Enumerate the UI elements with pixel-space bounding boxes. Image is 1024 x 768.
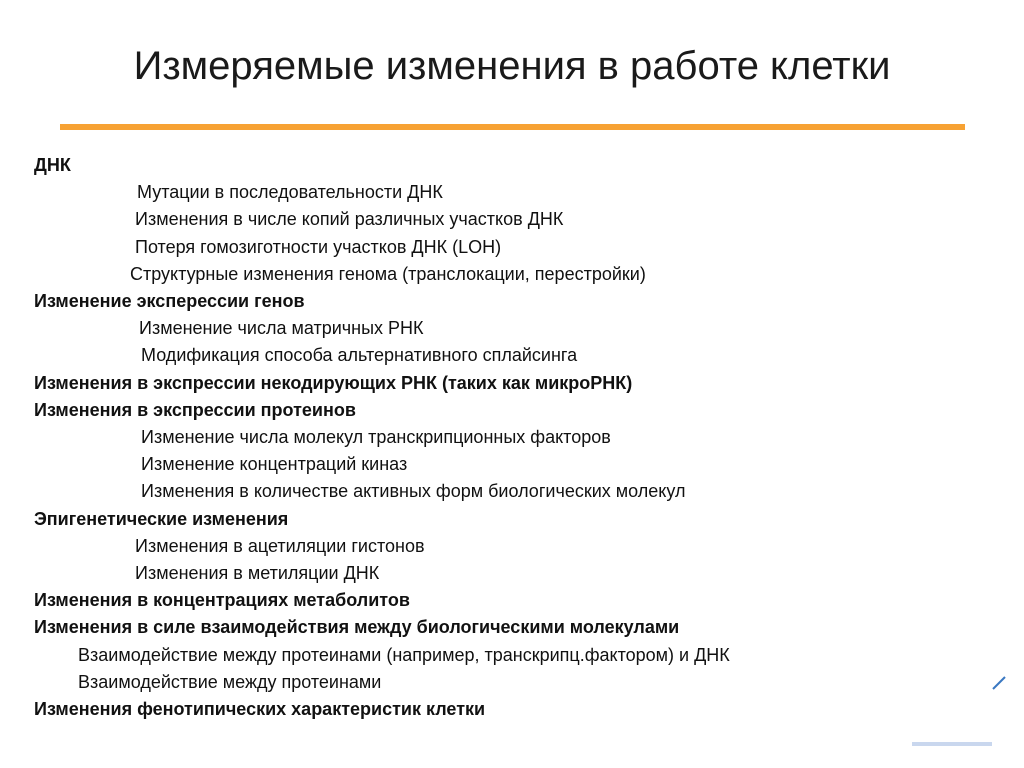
list-item: Изменения в концентрациях метаболитов	[34, 590, 410, 611]
list-item: Изменения в силе взаимодействия между биологическими молекулами	[34, 617, 680, 638]
corner-mark-icon	[992, 676, 1006, 690]
title-underline	[60, 124, 965, 130]
list-item: Изменения фенотипических характеристик клетки	[34, 699, 486, 719]
footer-logo-icon	[912, 738, 992, 750]
list-item: Изменения в метиляции ДНК	[135, 563, 380, 583]
list-item: Изменение числа матричных РНК	[139, 318, 424, 339]
list-item: Потеря гомозиготности участков ДНК (LOH)	[135, 236, 502, 257]
list-item: Изменения в количестве активных форм биологических молекул	[141, 481, 686, 502]
list-item: Структурные изменения генома (транслокации, перестройки)	[130, 263, 646, 284]
list-item: Изменения в экспрессии протеинов	[34, 399, 356, 420]
list-item: Взаимодействие между протеинами	[78, 671, 382, 692]
list-item: ДНК	[34, 155, 71, 175]
list-item: Изменение экспересcии генов	[34, 291, 305, 311]
list-item: Изменение числа молекул транскрипционных факторов	[141, 427, 611, 447]
list-item: Изменения в экспрессии некодирующих РНК (таких как микроРНК)	[34, 372, 633, 393]
list-item: Изменения в числе копий различных участков ДНК	[135, 209, 564, 230]
list-item: Взаимодействие между протеинами (например, транскрипц.фактором) и ДНК	[78, 644, 730, 665]
slide-title: Измеряемые изменения в работе клетки	[133, 44, 891, 88]
list-item: Модификация способа альтернативного сплайсинга	[141, 345, 578, 366]
list-item: Изменение концентраций киназ	[141, 454, 408, 475]
list-item: Мутации в последовательности ДНК	[137, 182, 443, 203]
list-item: Эпигенетические изменения	[34, 508, 289, 529]
list-item: Изменения в ацетиляции гистонов	[135, 535, 425, 556]
